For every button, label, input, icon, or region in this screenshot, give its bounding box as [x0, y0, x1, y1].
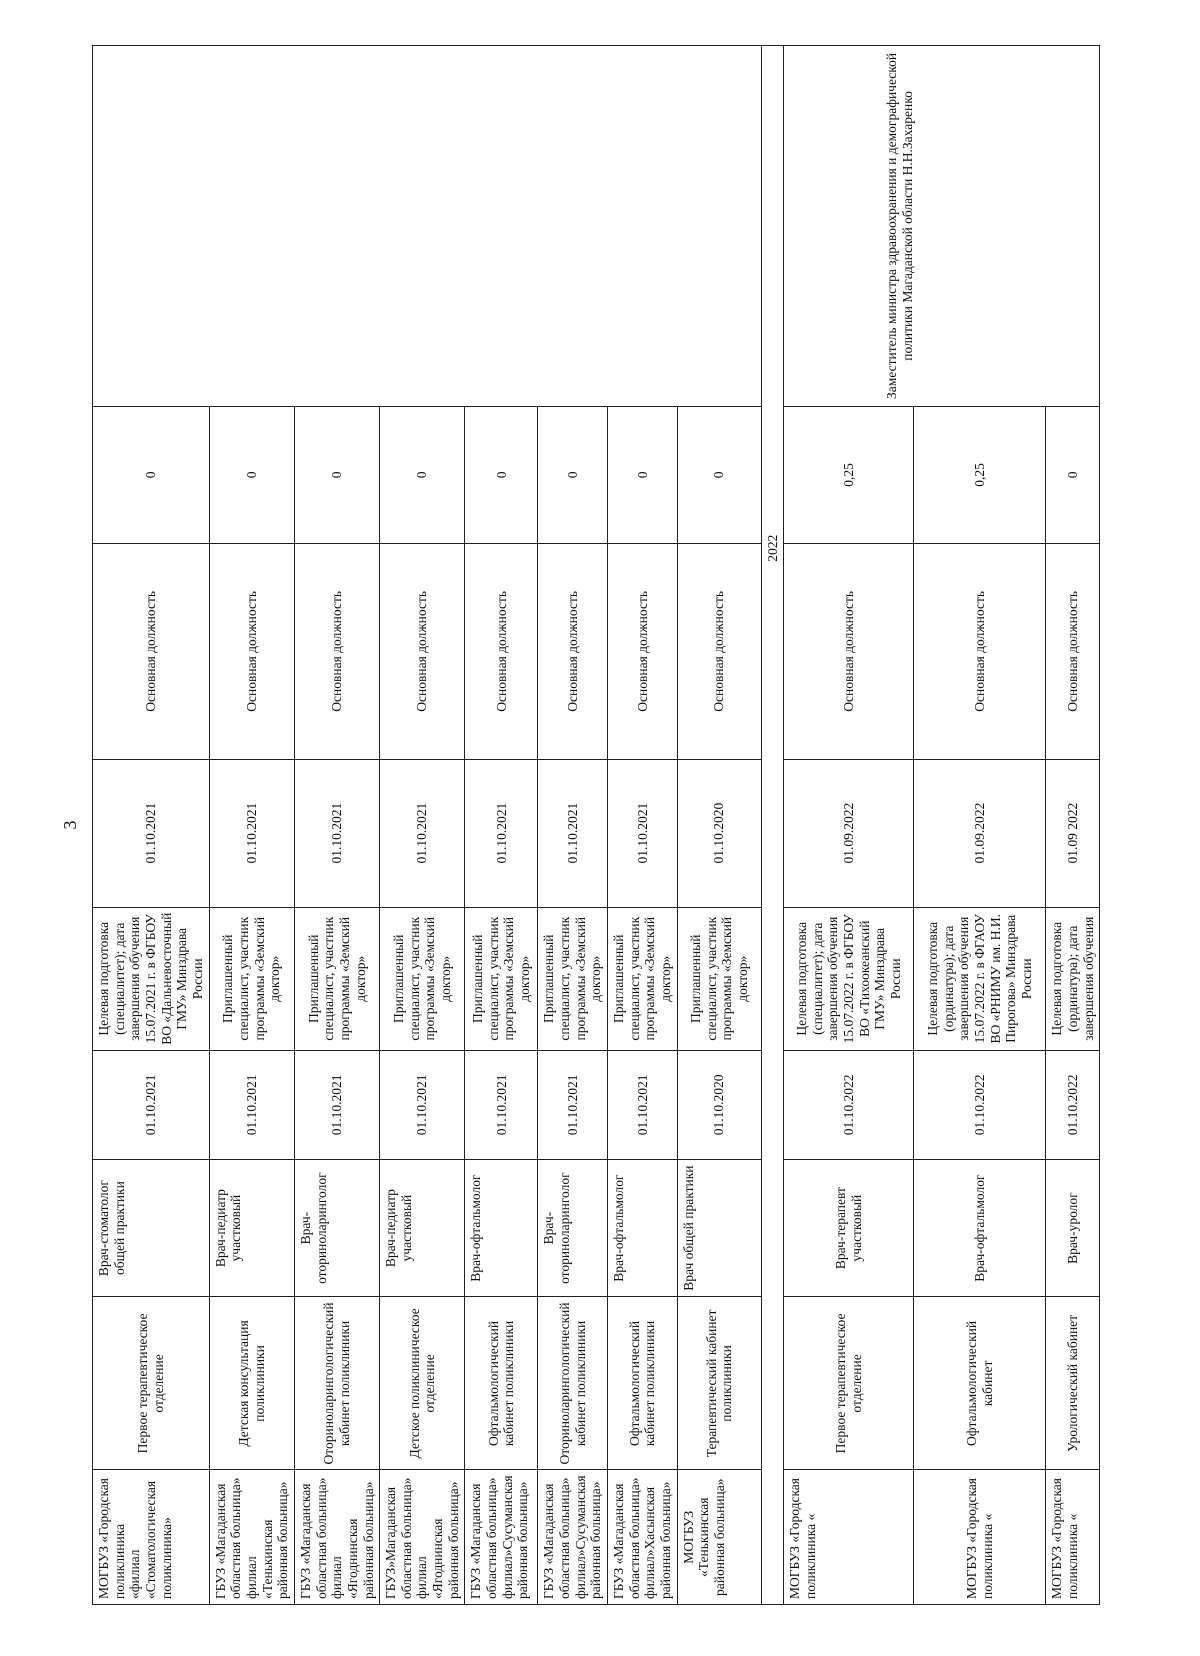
rate-cell: 0 [380, 406, 465, 543]
org-cell: МОГБУЗ «Городская поликлиника « [1046, 1470, 1100, 1605]
year-spacer [761, 1050, 784, 1604]
doctors-table [92, 45, 1100, 1605]
position-cell: Врач-офтальмолог [608, 1159, 678, 1297]
contract-date-cell: 01.10.2021 [380, 759, 465, 907]
org-cell: МОГБУЗ «Тенькинская районная больница» [677, 1470, 761, 1605]
position-cell: Врач общей практики [677, 1159, 761, 1297]
rotated-page [58, 45, 1096, 1605]
basis-cell: Приглашенный специалист, участник программы «Земский доктор» [465, 907, 538, 1050]
employment-cell: Основная должность [914, 543, 1046, 759]
department-cell: Первое терапевтическое отделение [93, 1297, 210, 1470]
rate-cell: 0 [93, 406, 210, 543]
start-date-cell: 01.10.2022 [784, 1050, 914, 1159]
rate-cell: 0 [608, 406, 678, 543]
employment-cell: Основная должность [677, 543, 761, 759]
position-cell: Врач-оториноларинголог [294, 1159, 379, 1297]
rate-cell: 0 [538, 406, 608, 543]
position-cell: Врач-педиатр участковый [209, 1159, 294, 1297]
employment-cell: Основная должность [538, 543, 608, 759]
start-date-cell: 01.10.2021 [380, 1050, 465, 1159]
department-cell: Оториноларингологический кабинет поликлиники [294, 1297, 379, 1470]
contract-date-cell: 01.10.2020 [677, 759, 761, 907]
start-date-cell: 01.10.2021 [465, 1050, 538, 1159]
department-cell: Детское поликлиническое отделение [380, 1297, 465, 1470]
contract-date-cell: 01.09 2022 [1046, 759, 1100, 907]
start-date-cell: 01.10.2020 [677, 1050, 761, 1159]
employment-cell: Основная должность [380, 543, 465, 759]
basis-cell: Приглашенный специалист, участник программы «Земский доктор» [380, 907, 465, 1050]
org-cell: МОГБУЗ «Городская поликлиника « [914, 1470, 1046, 1605]
rate-cell: 0 [465, 406, 538, 543]
table-row [784, 46, 914, 1605]
position-cell: Врач-офтальмолог [914, 1159, 1046, 1297]
start-date-cell: 01.10.2022 [914, 1050, 1046, 1159]
rate-cell: 0,25 [784, 406, 914, 543]
contract-date-cell: 01.10.2021 [93, 759, 210, 907]
contract-date-cell: 01.10.2021 [608, 759, 678, 907]
employment-cell: Основная должность [294, 543, 379, 759]
position-cell: Врач-офтальмолог [465, 1159, 538, 1297]
org-cell: ГБУЗ «Магаданская областная больница» филиал «Тенькинская районная больница» [209, 1470, 294, 1605]
year-label: 2022 [761, 46, 784, 1051]
basis-cell: Приглашенный специалист, участник программы «Земский доктор» [538, 907, 608, 1050]
table-row [93, 46, 210, 1605]
employment-cell: Основная должность [608, 543, 678, 759]
position-cell: Врач-терапевт участковый [784, 1159, 914, 1297]
org-cell: ГБУЗ «Магаданская областная больница» филиал»Сусуманская районная больница» [538, 1470, 608, 1605]
department-cell: Терапевтический кабинет поликлиники [677, 1297, 761, 1470]
basis-cell: Приглашенный специалист, участник программы «Земский доктор» [294, 907, 379, 1050]
contract-date-cell: 01.10.2021 [465, 759, 538, 907]
basis-cell: Целевая подготовка (ординатура); дата завершения обучения 15.07.2022 г. в ФГАОУ ВО «РНИМУ им. Н.И. Пирогова» Минздрава России [914, 907, 1046, 1050]
basis-cell: Приглашенный специалист, участник программы «Земский доктор» [608, 907, 678, 1050]
year-row [761, 46, 784, 1605]
start-date-cell: 01.10.2021 [209, 1050, 294, 1159]
signature-cell: Заместитель министра здравоохранения и демографической политики Магаданской области Н.Н.Захаренко [784, 46, 1100, 407]
rate-cell: 0 [1046, 406, 1100, 543]
rate-cell: 0 [294, 406, 379, 543]
department-cell: Урологический кабинет [1046, 1297, 1100, 1470]
department-cell: Офтальмологический кабинет [914, 1297, 1046, 1470]
rate-cell: 0,25 [914, 406, 1046, 543]
department-cell: Детская консультация поликлиники [209, 1297, 294, 1470]
org-cell: МОГБУЗ «Городская поликлиника « [784, 1470, 914, 1605]
department-cell: Первое терапевтическое отделение [784, 1297, 914, 1470]
rate-cell: 0 [677, 406, 761, 543]
page-number: 3 [60, 820, 80, 830]
basis-cell: Приглашенный специалист, участник программы «Земский доктор» [209, 907, 294, 1050]
basis-cell: Целевая подготовка (специалитет); дата завершения обучения 15.07.2022 г. в ФГБОУ ВО «Тихоокеанский ГМУ» Минздрава России [784, 907, 914, 1050]
start-date-cell: 01.10.2021 [608, 1050, 678, 1159]
org-cell: ГБУЗ «Магаданская областная больница» филиал «Ягоднинская районная больница» [294, 1470, 379, 1605]
start-date-cell: 01.10.2021 [294, 1050, 379, 1159]
start-date-cell: 01.10.2022 [1046, 1050, 1100, 1159]
position-cell: Врач-уролог [1046, 1159, 1100, 1297]
start-date-cell: 01.10.2021 [93, 1050, 210, 1159]
employment-cell: Основная должность [465, 543, 538, 759]
employment-cell: Основная должность [93, 543, 210, 759]
contract-date-cell: 01.10.2021 [294, 759, 379, 907]
department-cell: Офтальмологический кабинет поликлиники [608, 1297, 678, 1470]
empty-note-cell [93, 46, 762, 407]
start-date-cell: 01.10.2021 [538, 1050, 608, 1159]
contract-date-cell: 01.10.2021 [538, 759, 608, 907]
rate-cell: 0 [209, 406, 294, 543]
employment-cell: Основная должность [1046, 543, 1100, 759]
org-cell: ГБУЗ «Магаданская областная больница» филиал»Хасынская районная больница» [608, 1470, 678, 1605]
position-cell: Врач-оториноларинголог [538, 1159, 608, 1297]
contract-date-cell: 01.10.2021 [209, 759, 294, 907]
basis-cell: Целевая подготовка (специалитет); дата завершения обучения 15.07.2021 г. в ФГБОУ ВО «Дальневосточный ГМУ» Минздрава России [93, 907, 210, 1050]
department-cell: Офтальмологический кабинет поликлиники [465, 1297, 538, 1470]
org-cell: МОГБУЗ «Городская поликлиника «филиал «Стоматологическая поликлиника» [93, 1470, 210, 1605]
department-cell: Оториноларингологический кабинет поликлиники [538, 1297, 608, 1470]
employment-cell: Основная должность [209, 543, 294, 759]
org-cell: ГБУЗ «Магаданская областная больница» филиал»Сусуманская районная больница» [465, 1470, 538, 1605]
position-cell: Врач-стоматолог общей практики [93, 1159, 210, 1297]
position-cell: Врач-педиатр участковый [380, 1159, 465, 1297]
employment-cell: Основная должность [784, 543, 914, 759]
org-cell: ГБУЗ»Магаданская областная больница» филиал «Ягоднинская районная больница» [380, 1470, 465, 1605]
basis-cell: Целевая подготовка (ординатура); дата завершения обучения [1046, 907, 1100, 1050]
contract-date-cell: 01.09.2022 [784, 759, 914, 907]
contract-date-cell: 01.09.2022 [914, 759, 1046, 907]
basis-cell: Приглашенный специалист, участник программы «Земский доктор» [677, 907, 761, 1050]
